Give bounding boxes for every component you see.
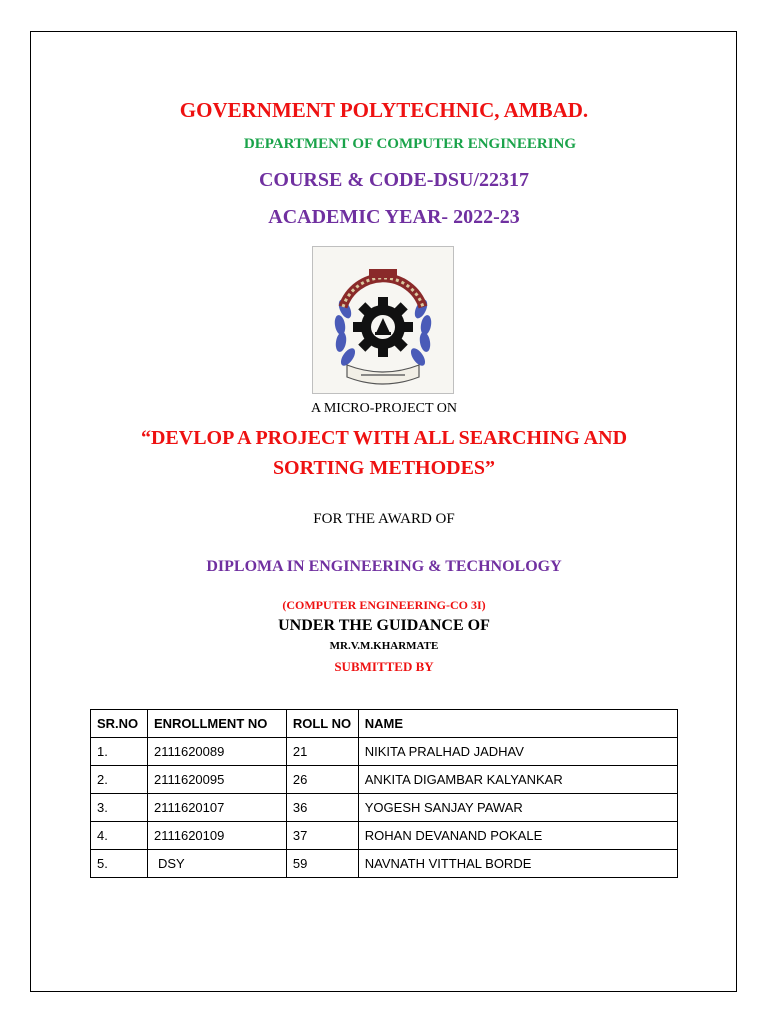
project-intro: A MICRO-PROJECT ON — [311, 401, 457, 416]
cell-enrollment-no: 2111620107 — [147, 794, 286, 822]
cell-name: ROHAN DEVANAND POKALE — [358, 822, 677, 850]
cell-sr-no: 4. — [91, 822, 148, 850]
cell-sr-no: 2. — [91, 766, 148, 794]
header-roll-no: ROLL NO — [286, 710, 358, 738]
cell-name: ANKITA DIGAMBAR KALYANKAR — [358, 766, 677, 794]
cell-sr-no: 3. — [91, 794, 148, 822]
table-row — [91, 766, 678, 794]
cell-name: NAVNATH VITTHAL BORDE — [358, 850, 677, 878]
project-title-line1: “DEVLOP A PROJECT WITH ALL SEARCHING AND — [140, 427, 628, 449]
diploma-name: DIPLOMA IN ENGINEERING & TECHNOLOGY — [206, 558, 562, 575]
cell-roll-no: 36 — [286, 794, 358, 822]
project-title-line2: SORTING METHODES” — [272, 457, 496, 479]
submitted-by-label: SUBMITTED BY — [334, 659, 434, 674]
header-sr-no: SR.NO — [91, 710, 148, 738]
cell-roll-no: 37 — [286, 822, 358, 850]
cell-roll-no: 59 — [286, 850, 358, 878]
table-row — [91, 822, 678, 850]
table-row — [91, 738, 678, 766]
cell-roll-no: 26 — [286, 766, 358, 794]
academic-year: ACADEMIC YEAR- 2022-23 — [268, 206, 520, 228]
branch-name: (COMPUTER ENGINEERING-CO 3I) — [282, 598, 486, 612]
table-header-row — [91, 710, 678, 738]
award-intro: FOR THE AWARD OF — [313, 511, 455, 527]
guidance-label: UNDER THE GUIDANCE OF — [278, 617, 490, 634]
department-name: DEPARTMENT OF COMPUTER ENGINEERING — [243, 136, 577, 152]
cell-name: YOGESH SANJAY PAWAR — [358, 794, 677, 822]
cell-enrollment-no: 2111620089 — [147, 738, 286, 766]
header-enrollment-no: ENROLLMENT NO — [147, 710, 286, 738]
cell-sr-no: 5. — [91, 850, 148, 878]
course-code: COURSE & CODE-DSU/22317 — [258, 169, 530, 191]
institute-emblem-icon — [312, 246, 454, 394]
cell-enrollment-no: DSY — [147, 850, 286, 878]
members-table — [90, 709, 678, 878]
cell-sr-no: 1. — [91, 738, 148, 766]
guide-name: MR.V.M.KHARMATE — [329, 640, 439, 652]
cell-name: NIKITA PRALHAD JADHAV — [358, 738, 677, 766]
cell-enrollment-no: 2111620109 — [147, 822, 286, 850]
table-row — [91, 794, 678, 822]
cell-roll-no: 21 — [286, 738, 358, 766]
cell-enrollment-no: 2111620095 — [147, 766, 286, 794]
institute-name: GOVERNMENT POLYTECHNIC, AMBAD. — [179, 98, 589, 122]
header-name: NAME — [358, 710, 677, 738]
table-row — [91, 850, 678, 878]
